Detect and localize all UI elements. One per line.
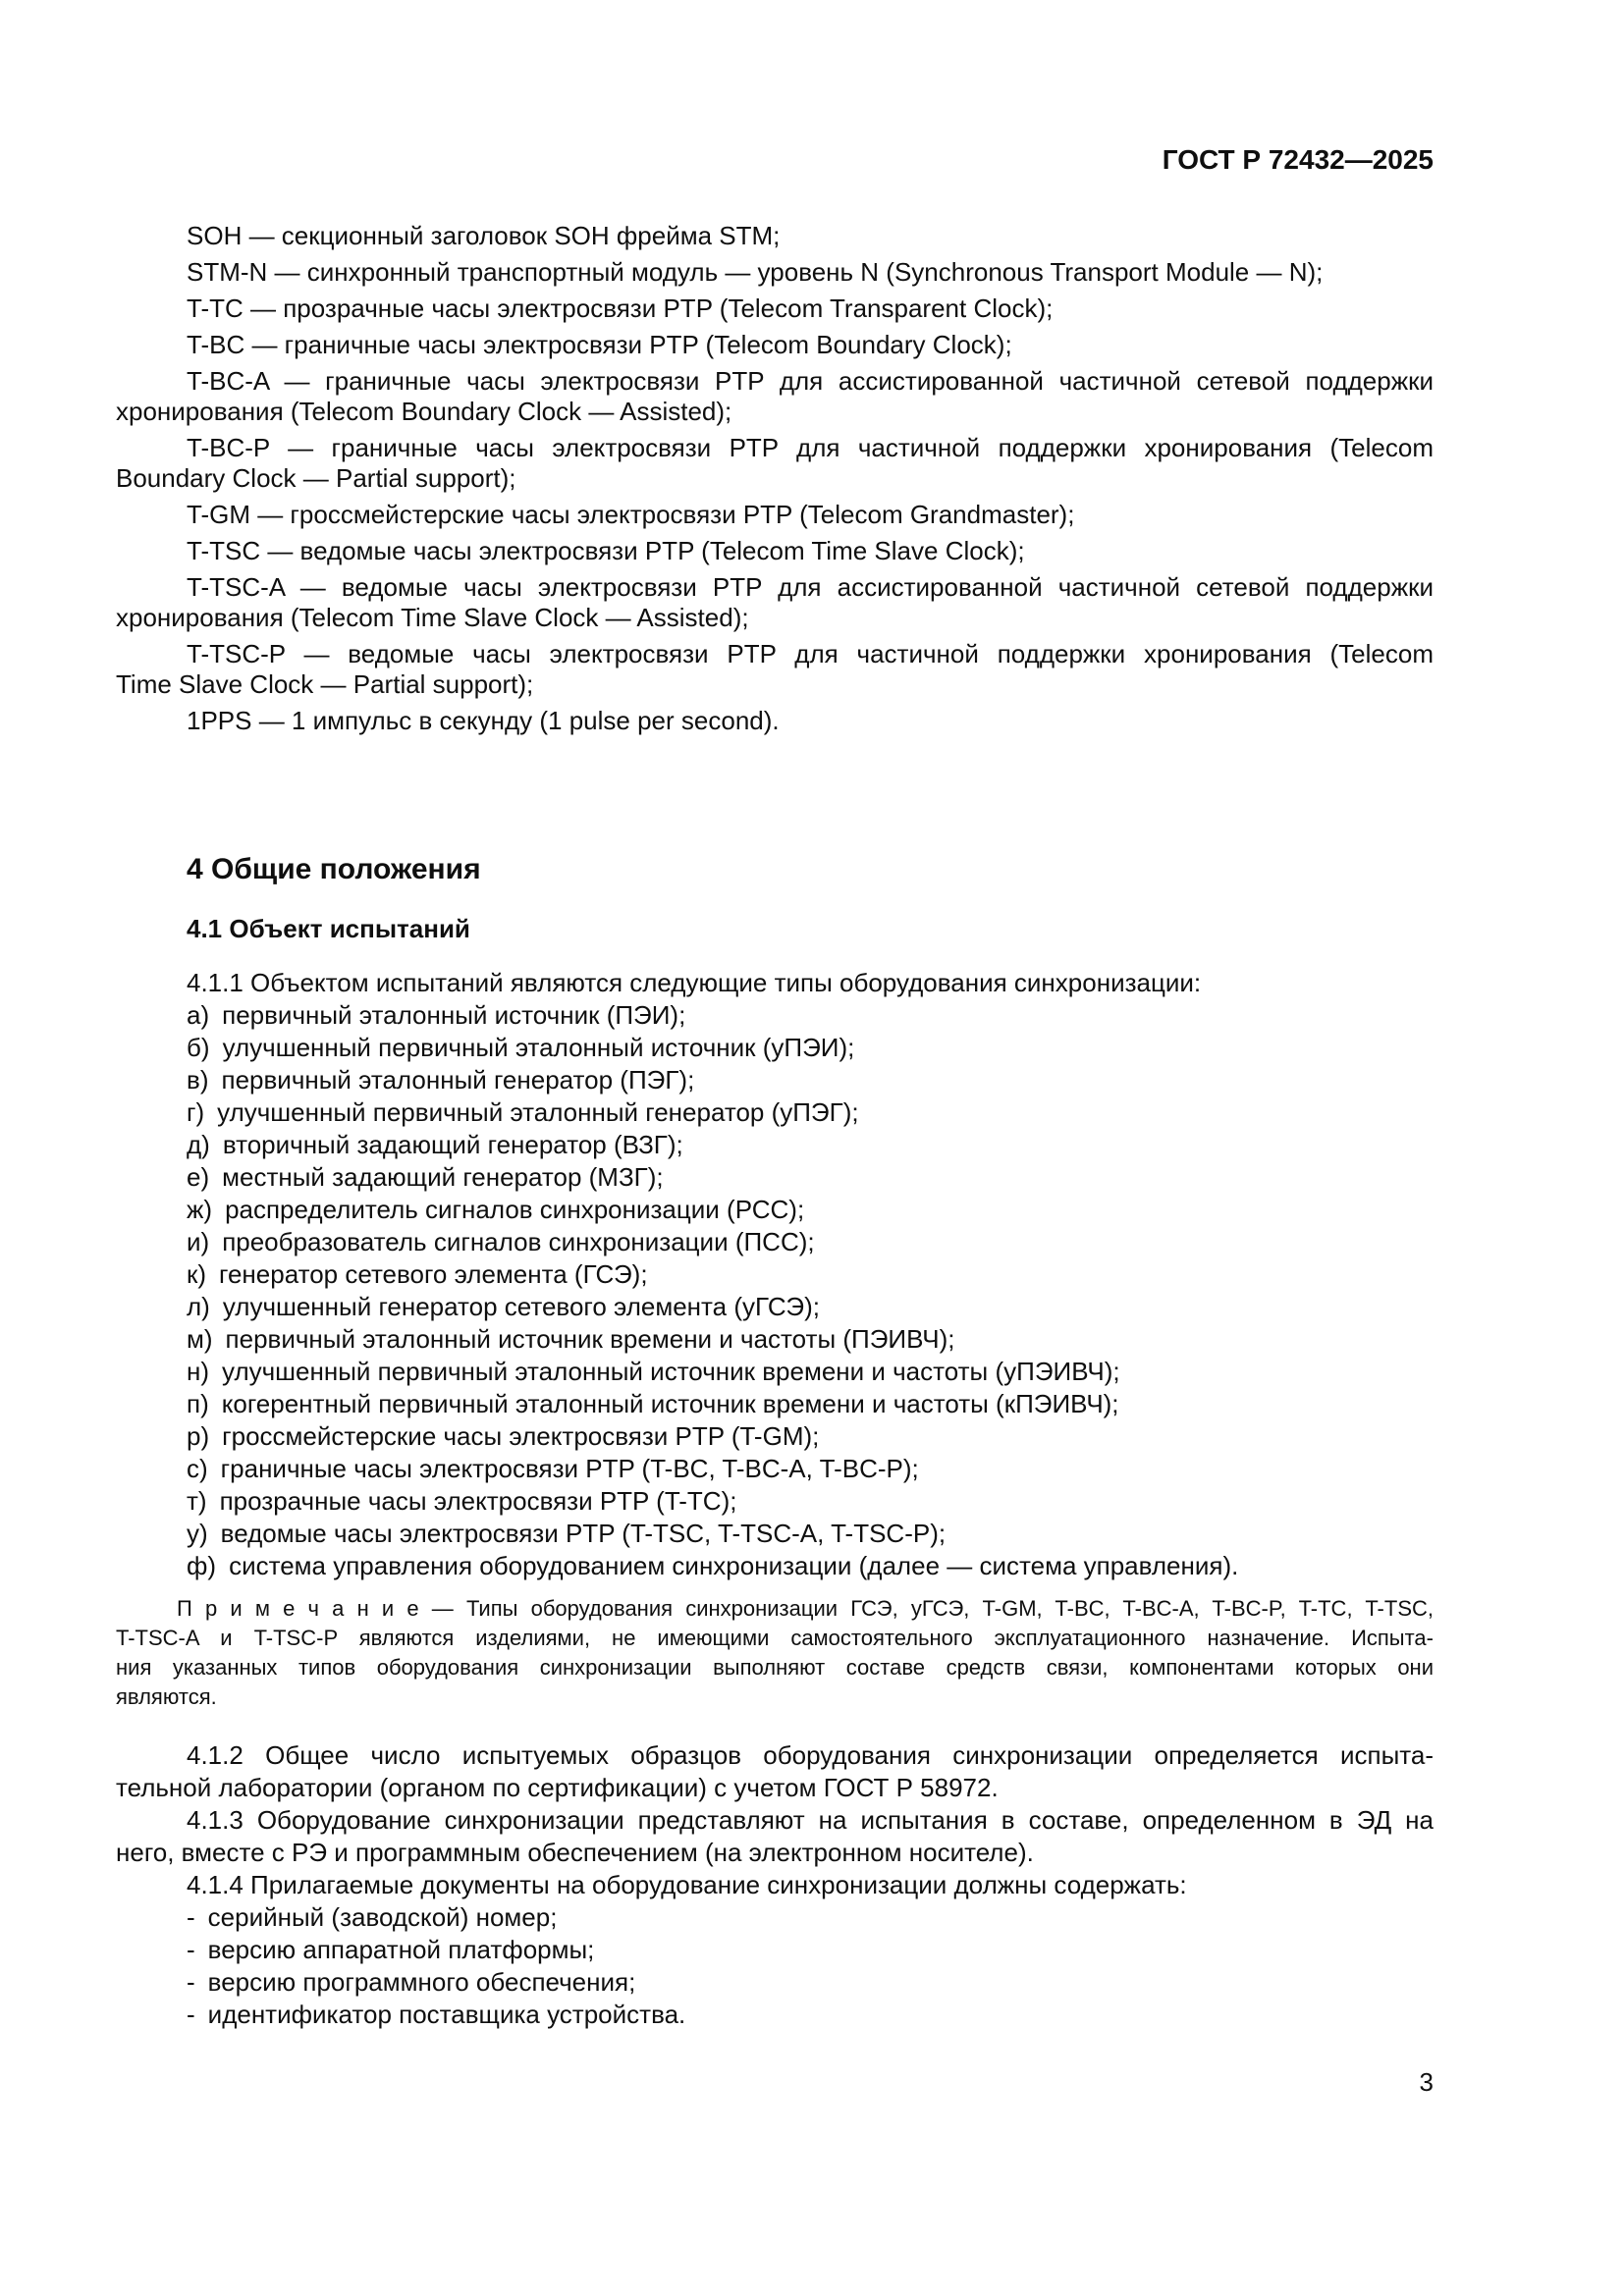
clause-line: тельной лаборатории (органом по сертификации) с учетом ГОСТ Р 58972. [116,1773,999,1802]
list-item [116,1226,1434,1258]
abbr-line: T-BC-A — граничные часы электросвязи PTP для ассистированной частичной сетевой поддержки [187,366,1434,396]
list-marker: у) [187,1519,208,1548]
list-item-text: улучшенный первичный эталонный генератор (уПЭГ); [217,1097,859,1127]
clause-line: 4.1.3 Оборудование синхронизации представляют на испытания в составе, определенном в ЭД на [187,1805,1434,1835]
abbr-line: T-TSC — ведомые часы электросвязи PTP (Telecom Time Slave Clock); [187,536,1025,565]
list-item [116,1258,1434,1291]
list-item-text: гроссмейстерские часы электросвязи PTP (T-GM); [222,1421,820,1451]
list-item-text: улучшенный первичный эталонный источник (уПЭИ); [222,1033,855,1062]
list-item [116,1453,1434,1485]
list-marker: е) [187,1162,210,1192]
list-item [116,1966,1434,1999]
clause-4-1-2 [116,1739,1434,1804]
abbr-line: Boundary Clock — Partial support); [116,463,516,493]
abbreviations-section [116,221,1434,736]
abbr-line: STM-N — синхронный транспортный модуль — уровень N (Synchronous Transport Module — N); [187,257,1324,287]
list-item [116,1129,1434,1161]
abbr-line: 1PPS — 1 импульс в секунду (1 pulse per second). [187,706,780,735]
list-item [116,1064,1434,1096]
list-marker: м) [187,1324,213,1354]
list-item-text: прозрачные часы электросвязи PTP (T-TC); [219,1486,737,1516]
note-line: П р и м е ч а н и е — Типы оборудования синхронизации ГСЭ, уГСЭ, T-GM, T-BC, T-BC-A, T-BC-P, T-TC, T-TSC, [177,1596,1434,1621]
list-item [116,1032,1434,1064]
clause-line: 4.1.4 Прилагаемые документы на оборудование синхронизации должны содержать: [187,1870,1187,1899]
list-marker: в) [187,1065,209,1095]
section-4-title: 4 Общие положения [187,853,481,885]
abbr-line: T-BC-P — граничные часы электросвязи PTP для частичной поддержки хронирования (Telecom [187,433,1434,462]
list-item [116,1161,1434,1194]
note-block [116,1594,1434,1712]
note-line: T-TSC-A и T-TSC-P являются изделиями, не имеющими самостоятельного эксплуатационного назначение. Испыта- [116,1626,1434,1650]
list-item [116,1901,1434,1934]
list-marker: л) [187,1292,210,1321]
abbr-item [116,500,1434,530]
list-item-text: первичный эталонный источник времени и частоты (ПЭИВЧ); [225,1324,955,1354]
list-item-text: система управления оборудованием синхронизации (далее — система управления). [229,1551,1239,1580]
abbr-item [116,330,1434,360]
list-item-text: первичный эталонный источник (ПЭИ); [222,1000,686,1030]
abbr-item [116,257,1434,288]
abbr-line: T-GM — гроссмейстерские часы электросвязи PTP (Telecom Grandmaster); [187,500,1075,529]
list-marker: б) [187,1033,210,1062]
page-number: 3 [1419,2067,1434,2097]
list-item [116,1291,1434,1323]
list-item [116,1550,1434,1582]
abbr-item [116,706,1434,736]
list-item-text: улучшенный первичный эталонный источник времени и частоты (уПЭИВЧ); [222,1357,1120,1386]
list-item-text: преобразователь сигналов синхронизации (ПСС); [222,1227,815,1256]
list-marker: н) [187,1357,210,1386]
abbr-item [116,572,1434,633]
list-item [116,1518,1434,1550]
list-item-text: генератор сетевого элемента (ГСЭ); [219,1259,648,1289]
list-marker: ж) [187,1195,213,1224]
list-item [116,1420,1434,1453]
list-marker: - [187,1902,195,1932]
list-marker: с) [187,1454,208,1483]
list-marker: и) [187,1227,210,1256]
list-item [116,1934,1434,1966]
abbr-item [116,294,1434,324]
list-item-text: ведомые часы электросвязи PTP (T-TSC, T-TSC-A, T-TSC-P); [220,1519,947,1548]
list-item [116,1485,1434,1518]
list-item [116,1999,1434,2031]
list-item [116,1194,1434,1226]
clause-line: 4.1.1 Объектом испытаний являются следующие типы оборудования синхронизации: [187,968,1202,997]
list-marker: - [187,2000,195,2029]
abbr-line: T-TSC-P — ведомые часы электросвязи PTP для частичной поддержки хронирования (Telecom [187,639,1434,668]
list-item-text: граничные часы электросвязи PTP (T-BC, T-BC-A, T-BC-P); [220,1454,919,1483]
list-item-text: распределитель сигналов синхронизации (РСС); [225,1195,805,1224]
list-item-text: версию программного обеспечения; [207,1967,636,1997]
note-line: ния указанных типов оборудования синхронизации выполняют составе средств связи, компонентами которых они [116,1655,1434,1680]
list-marker: к) [187,1259,207,1289]
list-item-text: идентификатор поставщика устройства. [207,2000,686,2029]
list-item [116,1323,1434,1356]
list-item-text: версию аппаратной платформы; [207,1935,595,1964]
abbr-line: хронирования (Telecom Time Slave Clock — Assisted); [116,603,749,632]
list-item [116,1096,1434,1129]
abbr-item [116,366,1434,427]
list-item-text: когерентный первичный эталонный источник времени и частоты (кПЭИВЧ); [221,1389,1119,1418]
clause-4-1-4 [116,1869,1434,1901]
list-marker: г) [187,1097,205,1127]
abbr-line: хронирования (Telecom Boundary Clock — Assisted); [116,397,732,426]
list-item-text: улучшенный генератор сетевого элемента (уГСЭ); [222,1292,820,1321]
clause-line: него, вместе с РЭ и программным обеспечением (на электронном носителе). [116,1838,1034,1867]
required-documents-list [116,1901,1434,2031]
note-line: являются. [116,1684,217,1709]
abbr-item [116,639,1434,700]
abbr-line: T-BC — граничные часы электросвязи PTP (Telecom Boundary Clock); [187,330,1012,359]
list-marker: - [187,1967,195,1997]
list-marker: р) [187,1421,210,1451]
clause-4-1-1 [116,967,1434,999]
list-item [116,1356,1434,1388]
abbr-line: T-TC — прозрачные часы электросвязи PTP (Telecom Transparent Clock); [187,294,1054,323]
list-item-text: местный задающий генератор (МЗГ); [222,1162,664,1192]
page-content [116,221,1434,2098]
doc-code-header: ГОСТ Р 72432—2025 [1162,144,1434,175]
abbr-item [116,536,1434,566]
list-marker: д) [187,1130,210,1159]
section-4-1-title: 4.1 Объект испытаний [187,914,470,943]
list-marker: а) [187,1000,210,1030]
abbr-item [116,221,1434,251]
list-marker: п) [187,1389,209,1418]
abbr-line: Time Slave Clock — Partial support); [116,669,534,699]
list-item-text: вторичный задающий генератор (ВЗГ); [222,1130,683,1159]
abbr-item [116,433,1434,494]
equipment-type-list [116,999,1434,1582]
list-item-text: первичный эталонный генератор (ПЭГ); [221,1065,695,1095]
clause-4-1-3 [116,1804,1434,1869]
list-marker: ф) [187,1551,217,1580]
list-marker: т) [187,1486,207,1516]
list-marker: - [187,1935,195,1964]
abbr-line: T-TSC-A — ведомые часы электросвязи PTP для ассистированной частичной сетевой поддержки [187,572,1434,602]
clause-line: 4.1.2 Общее число испытуемых образцов оборудования синхронизации определяется испыта- [187,1740,1434,1770]
list-item [116,1388,1434,1420]
list-item [116,999,1434,1032]
abbr-line: SOH — секционный заголовок SOH фрейма STM; [187,221,781,250]
list-item-text: серийный (заводской) номер; [207,1902,558,1932]
